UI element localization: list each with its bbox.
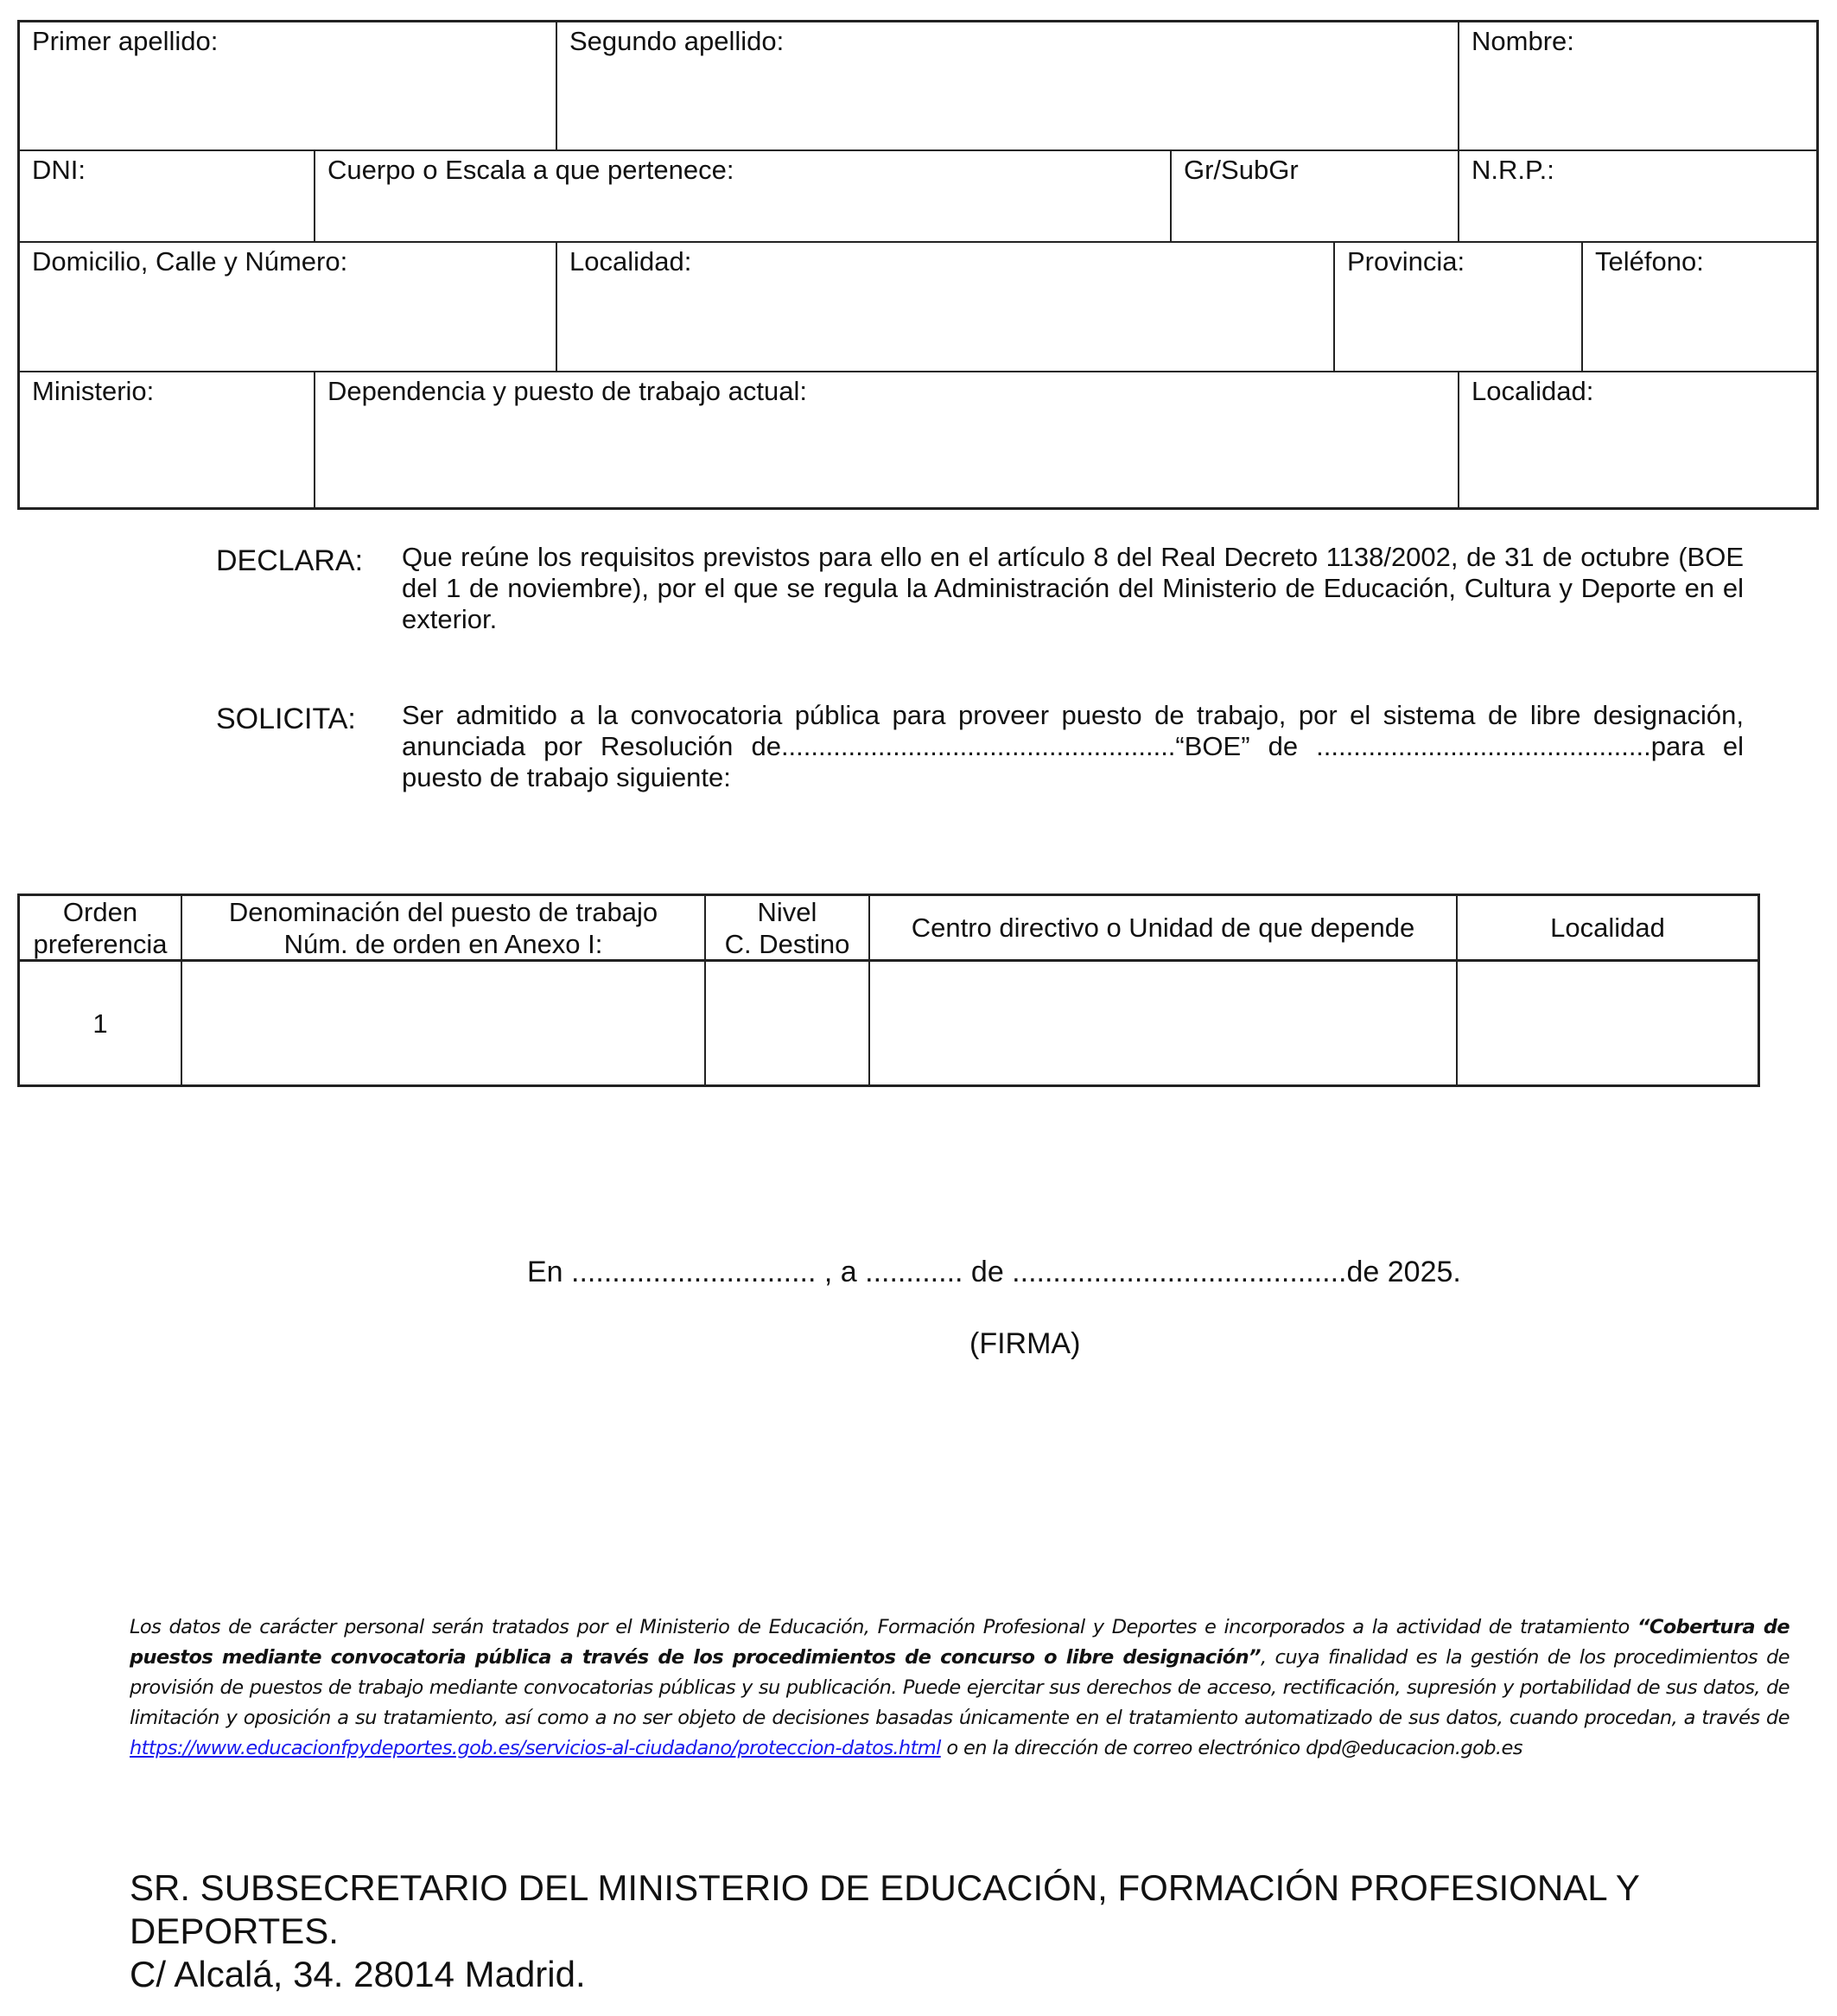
privacy-text: Los datos de carácter personal serán tratados por el Ministerio de Educación, Formación Profesional y Deportes e incorporados a la actividad de tratamiento (130, 1616, 1637, 1638)
field-localidad[interactable] (557, 243, 1335, 372)
header-text: Localidad (1550, 913, 1665, 943)
cell-text: 1 (92, 1008, 108, 1039)
declara-keyword: DECLARA: (216, 544, 364, 577)
field-domicilio[interactable] (20, 243, 557, 372)
label-cuerpo-escala: Cuerpo o Escala a que pertenece: (327, 155, 734, 185)
label-gr-subgr: Gr/SubGr (1184, 155, 1299, 185)
header-localidad (1458, 896, 1758, 959)
header-text: Orden (62, 896, 138, 927)
firma-label: (FIRMA) (969, 1327, 1081, 1360)
field-provincia[interactable] (1335, 243, 1583, 372)
header-text: Denominación del puesto de trabajo (228, 896, 658, 927)
header-text: Núm. de orden en Anexo I: (283, 928, 603, 959)
label-localidad: Localidad: (569, 246, 692, 277)
label-nombre: Nombre: (1472, 26, 1574, 56)
field-gr-subgr[interactable] (1172, 151, 1459, 243)
label-nrp: N.R.P.: (1472, 155, 1554, 185)
label-domicilio: Domicilio, Calle y Número: (32, 246, 348, 277)
row-1-denominacion[interactable] (182, 962, 706, 1084)
solicita-text: Ser admitido a la convocatoria pública para proveer puesto de trabajo, por el sistema de libre designación, anunciada por Resolución de.....................................................“BOE” de .............................................para el puesto de trabajo siguiente: (402, 700, 1744, 792)
field-telefono[interactable] (1583, 243, 1816, 372)
field-nrp[interactable] (1459, 151, 1816, 243)
label-dni: DNI: (32, 155, 86, 185)
header-centro-directivo (870, 896, 1458, 959)
header-orden-preferencia (20, 896, 182, 959)
field-nombre[interactable] (1459, 22, 1816, 151)
personal-data-form (17, 20, 1819, 510)
header-text: C. Destino (724, 928, 850, 959)
label-dependencia: Dependencia y puesto de trabajo actual: (327, 376, 807, 406)
field-primer-apellido[interactable] (20, 22, 557, 151)
label-localidad-trabajo: Localidad: (1472, 376, 1594, 406)
label-provincia: Provincia: (1347, 246, 1465, 277)
label-ministerio: Ministerio: (32, 376, 155, 406)
privacy-link[interactable]: https://www.educacionfpydeportes.gob.es/servicios-al-ciudadano/proteccion-datos.html (130, 1737, 941, 1759)
label-segundo-apellido: Segundo apellido: (569, 26, 785, 56)
row-1-centro-directivo[interactable] (870, 962, 1458, 1084)
label-telefono: Teléfono: (1595, 246, 1704, 277)
header-text: Nivel (757, 896, 817, 927)
addressee-block (130, 1867, 1640, 1996)
privacy-notice (130, 1612, 1789, 1764)
field-ministerio[interactable] (20, 372, 315, 507)
header-text: preferencia (33, 928, 168, 959)
header-nivel (706, 896, 870, 959)
field-dni[interactable] (20, 151, 315, 243)
addressee-address: C/ Alcalá, 34. 28014 Madrid. (130, 1954, 586, 1994)
solicita-keyword: SOLICITA: (216, 703, 356, 735)
row-1-localidad[interactable] (1458, 962, 1758, 1084)
declara-text: Que reúne los requisitos previstos para ello en el artículo 8 del Real Decreto 1138/2002, de 31 de octubre (BOE del 1 de noviembre), por el que se regula la Administración del Ministerio de Educación, Cultura y Deporte en el exterior. (402, 542, 1744, 634)
field-localidad-trabajo[interactable] (1459, 372, 1816, 507)
addressee-line-1: SR. SUBSECRETARIO DEL MINISTERIO DE EDUCACIÓN, FORMACIÓN PROFESIONAL Y (130, 1867, 1640, 1908)
privacy-text: , cuya finalidad es la gestión de los procedimientos de provisión de puestos de trabajo mediante convocatorias públicas y su publicación. Puede ejercitar sus derechos de acceso, rectificación, supresión y portabilidad de sus datos, de limitación y oposición a su tratamiento, así como a no ser objeto de decisiones basadas únicamente en el tratamiento automatizado de sus datos, cuando procedan, a través de (130, 1646, 1789, 1729)
row-1-orden (20, 962, 182, 1084)
field-cuerpo-escala[interactable] (315, 151, 1172, 243)
date-line: En .............................. , a ............ de .........................................de 2025. (527, 1256, 1461, 1288)
field-dependencia[interactable] (315, 372, 1459, 507)
label-primer-apellido: Primer apellido: (32, 26, 219, 56)
row-1-nivel[interactable] (706, 962, 870, 1084)
header-denominacion (182, 896, 706, 959)
addressee-line-2: DEPORTES. (130, 1911, 339, 1951)
header-text: Centro directivo o Unidad de que depende (911, 913, 1415, 943)
privacy-activity-name: “Cobertura de puestos mediante convocatoria pública a través de los procedimientos de concurso o libre designación” (130, 1616, 1789, 1669)
privacy-text: o en la dirección de correo electrónico dpd@educacion.gob.es (940, 1737, 1522, 1759)
preference-table (17, 894, 1760, 1087)
field-segundo-apellido[interactable] (557, 22, 1459, 151)
